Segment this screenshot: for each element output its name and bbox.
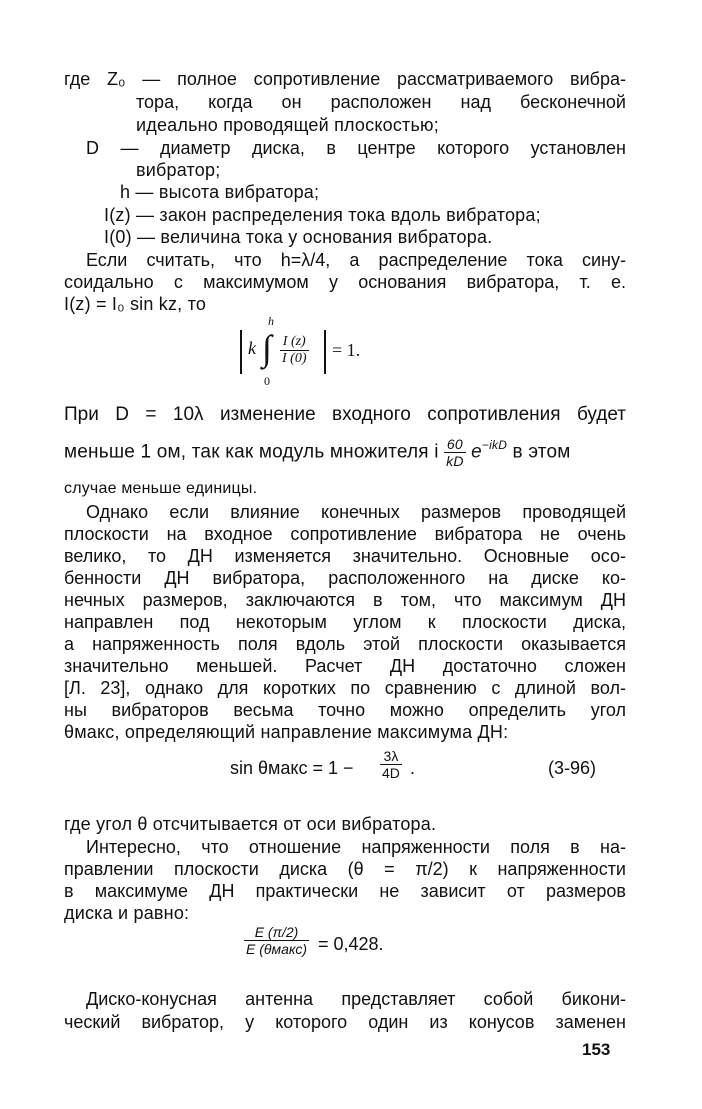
para1-line3: I(z) = I₀ sin kz, то [64,294,207,314]
para5-line: в максимуме ДН практически не зависит от размеров [64,881,626,901]
factor-numerator: 60 [444,436,466,453]
equation-number: (3-96) [548,758,597,778]
para5-last-line: диска и равно: [64,903,190,923]
para3-line: Однако если влияние конечных размеров проводящей [86,502,626,522]
integral-upper-limit: h [268,314,274,328]
para3-line: [Л. 23], однако для коротких по сравнению с длиной вол- [64,678,626,698]
para3-line: а напряженность поля вдоль этой плоскости оказывается [64,634,626,654]
definition-i0: I(0) — величина тока у основания вибратора. [104,227,493,247]
definition-z0-line2: тора, когда он расположен над бесконечной [136,92,626,112]
factor-denominator: kD [446,453,464,469]
abs-bar-right [324,330,326,374]
para1-line1: Если считать, что h=λ/4, а распределение тока сину- [86,250,626,270]
eq3-denominator: E (θмакс) [246,941,307,957]
para3-line: значительно меньшей. Расчет ДН достаточно сложен [64,656,626,676]
para1-line2: соидально с максимумом у основания вибратора, т. е. [64,272,626,292]
equation-ratio [244,922,464,972]
definition-z0-line3: идеально проводящей плоскостью; [136,115,439,135]
equation-3-96 [230,744,610,792]
eq3-result: = 0,428. [318,934,384,954]
para4: где угол θ отсчитывается от оси вибратора. [64,814,437,834]
eq2-period: . [410,758,416,778]
integral-lower-limit: 0 [264,374,270,388]
para5 [64,836,626,924]
ratio-fraction [280,334,309,367]
eq3-fraction [244,924,309,957]
para3-line: направлен под некоторым углом к плоскости диска, [64,612,626,632]
para2-text-a: меньше 1 ом, так как модуль множителя i [64,441,439,463]
equation-integral [240,314,440,390]
definition-z0-line1: где Z₀ — полное сопротивление рассматриваемого вибра- [64,69,626,89]
eq2-lhs: sin θмакс = 1 − [230,758,354,778]
ratio-numerator: I (z) [280,334,309,351]
para2-line2 [64,436,571,469]
para3-line: велико, то ДН изменяется значительно. Основные осо- [64,546,626,566]
para3 [64,501,626,743]
para3-line: бенности ДН вибратора, расположенного на диске ко- [64,568,626,588]
eq2-numerator: 3λ [380,748,402,765]
definition-d-line2: вибратор; [136,160,221,180]
integral-sign: ∫ [262,328,272,368]
exponent-power: −ikD [481,437,508,452]
definition-h: h — высота вибратора; [120,182,320,202]
factor-k: k [248,338,256,358]
para3-line: ны вибраторов весьма точно можно определить угол [64,700,626,720]
eq2-denominator: 4D [382,765,400,781]
factor-fraction [444,436,466,469]
para3-last-line: θмакс, определяющий направление максимума ДН: [64,722,509,742]
para6-line1: Диско-конусная антенна представляет собой бикони- [86,989,626,1009]
para5-line: Интересно, что отношение напряженности поля в на- [86,837,626,857]
ratio-denominator: I (0) [282,351,307,366]
abs-bar-left [240,330,242,374]
eq2-fraction [380,748,402,781]
para6-line2: ческий вибратор, у которого один из конусов заменен [64,1012,626,1032]
exponent-base: e [471,441,482,463]
definition-iz: I(z) — закон распределения тока вдоль вибратора; [104,205,541,225]
para3-line: плоскости на входное сопротивление вибратора не очень [64,524,626,544]
para2-line3: случае меньше единицы. [64,480,258,497]
page-number: 153 [582,1040,611,1059]
para2-line1: При D = 10λ изменение входного сопротивления будет [64,404,626,425]
definition-d-line1: D — диаметр диска, в центре которого установлен [86,138,626,158]
para5-line: правлении плоскости диска (θ = π/2) к напряженности [64,859,626,879]
para2-text-b: в этом [512,441,571,463]
para3-line: нечных размеров, заключаются в том, что максимум ДН [64,590,626,610]
eq3-numerator: E (π/2) [244,924,309,941]
integral-result: = 1. [332,340,361,360]
